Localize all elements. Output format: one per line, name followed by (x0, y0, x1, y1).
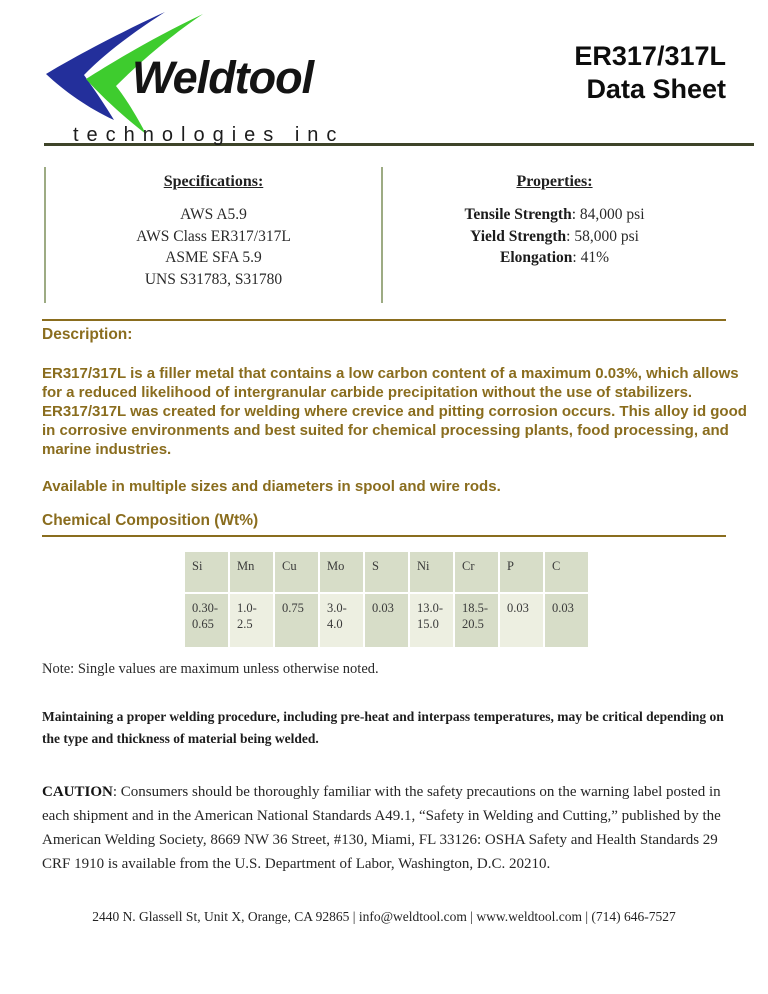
description-heading: Description: (42, 326, 133, 343)
composition-table (183, 550, 590, 649)
property-value: 58,000 psi (574, 227, 639, 245)
caution-label: CAUTION (42, 784, 113, 800)
weldtool-logo (40, 6, 380, 156)
property-label: Tensile Strength (464, 206, 572, 223)
welding-procedure-note: Maintaining a proper welding procedure, including pre-heat and interpass temperatures, may be critical depending on the type and thickness of material being welded. (42, 709, 724, 746)
document-title-line2: Data Sheet (586, 74, 726, 104)
table-cell: 0.75 (275, 594, 318, 647)
table-cell: 0.03 (365, 594, 408, 647)
availability-paragraph: Available in multiple sizes and diameters in spool and wire rods. (42, 478, 501, 495)
column-header: S (365, 552, 408, 592)
spec-properties-section (44, 167, 726, 303)
caution-paragraph (42, 780, 734, 876)
specifications-heading: Specifications: (163, 173, 264, 190)
table-cell: 0.03 (500, 594, 543, 647)
properties-column (383, 167, 726, 303)
property-separator: : (571, 206, 577, 223)
column-header: Cr (455, 552, 498, 592)
document-title (574, 40, 726, 106)
table-cell: 1.0-2.5 (230, 594, 273, 647)
property-value: 41% (580, 249, 609, 266)
composition-value-row (185, 594, 588, 647)
specifications-column (44, 167, 383, 303)
spec-item: UNS S31783, S31780 (144, 270, 283, 288)
property-item (383, 204, 726, 226)
brand-tagline: technologies inc (73, 124, 345, 146)
spec-item: AWS A5.9 (180, 206, 247, 223)
column-header: Ni (410, 552, 453, 592)
single-values-note: Note: Single values are maximum unless otherwise noted. (42, 661, 379, 677)
caution-text: : Consumers should be thoroughly familiar with the safety precautions on the warning label posted in each shipment and in the American National Standards A49.1, “Safety in Welding and Cutting,” published by the American Welding Society, 8669 NW 36 Street, #130, Miami, FL 33126: OSHA Safety and Health Standards 29 CRF 1910 is available from the U.S. Department of Labor, Washington, D.C. 20210. (42, 784, 721, 872)
column-header: Mn (230, 552, 273, 592)
property-label: Elongation (500, 249, 573, 266)
properties-heading: Properties: (516, 173, 593, 190)
property-separator: : (572, 249, 577, 266)
column-header: Si (185, 552, 228, 592)
table-cell: 0.03 (545, 594, 588, 647)
table-cell: 13.0-15.0 (410, 594, 453, 647)
contact-footer: 2440 N. Glassell St, Unit X, Orange, CA 92865 | info@weldtool.com | www.weldtool.com | (714) 646-7527 (92, 909, 676, 924)
property-label: Yield Strength (470, 227, 567, 245)
column-header: Mo (320, 552, 363, 592)
table-cell: 3.0-4.0 (320, 594, 363, 647)
table-cell: 18.5-20.5 (455, 594, 498, 647)
property-item (383, 226, 726, 248)
table-cell: 0.30-0.65 (185, 594, 228, 647)
composition-header-row (185, 552, 588, 592)
property-item (383, 247, 726, 269)
property-value: 84,000 psi (579, 206, 645, 223)
brand-name: Weldtool (132, 52, 314, 103)
chemical-composition-heading: Chemical Composition (Wt%) (42, 512, 726, 537)
document-title-line1: ER317/317L (574, 41, 726, 71)
description-top-rule (42, 319, 726, 321)
column-header: Cu (275, 552, 318, 592)
spec-item: ASME SFA 5.9 (165, 249, 262, 266)
spec-item: AWS Class ER317/317L (136, 227, 291, 245)
description-paragraph: ER317/317L is a filler metal that contains a low carbon content of a maximum 0.03%, which allows for a reduced likelihood of intergranular carbide precipitation without the use of stabilizers. ER317/317L was created for welding where crevice and pitting corrosion occurs. This alloy id good in corrosive environments and best suited for chemical processing plants, food processing, and marine industries. (42, 365, 747, 458)
property-separator: : (566, 227, 571, 245)
column-header: P (500, 552, 543, 592)
page-header (42, 0, 726, 146)
column-header: C (545, 552, 588, 592)
